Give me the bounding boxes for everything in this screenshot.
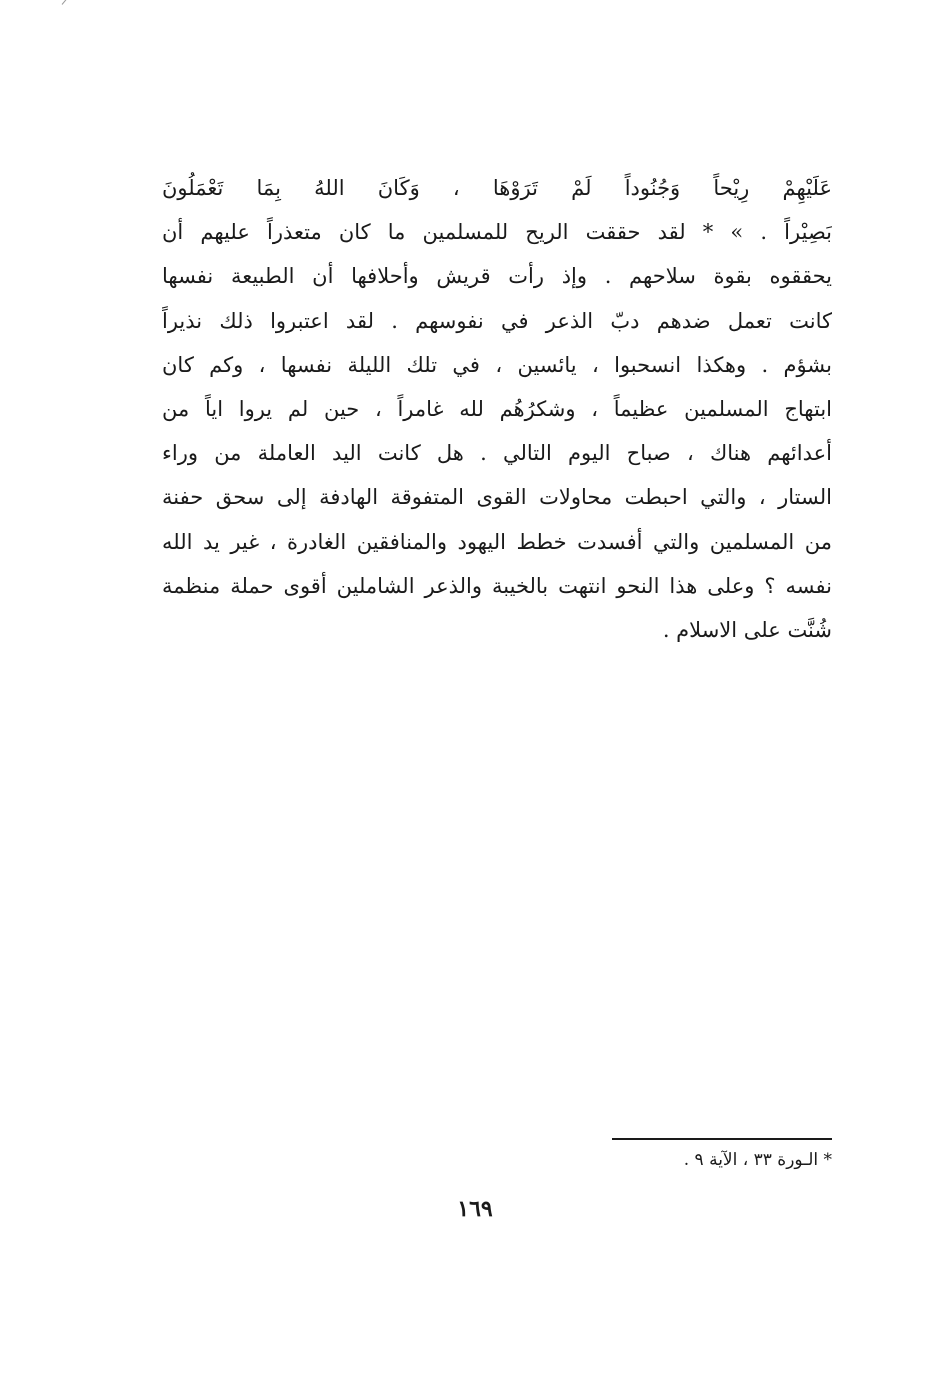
text-line-6: ابتهاج المسلمين عظيماً ، وشكرُهُم لله غامراً ، حين لم يروا اياً من (162, 396, 832, 421)
text-line-5: بشؤم . وهكذا انسحبوا ، يائسين ، في تلك الليلة نفسها ، وكم كان (162, 352, 832, 377)
text-line-8: الستار ، والتي احبطت محاولات القوى المتفوقة الهادفة إلى سحق حفنة (162, 485, 832, 510)
footnote: * الـورة ٣٣ ، الآية ٩ . (683, 1150, 832, 1170)
text-line-7: أعدائهم هناك ، صباح اليوم التالي . هل كانت اليد العاملة من وراء (162, 441, 832, 466)
footnote-divider (612, 1138, 832, 1140)
text-line-10: نفسه ؟ وعلى هذا النحو انتهت بالخيبة والذعر الشاملين أقوى حملة منظمة (162, 573, 832, 598)
text-line-9: من المسلمين والتي أفسدت خطط اليهود والمنافقين الغادرة ، غير يد الله (162, 529, 832, 554)
body-paragraph (162, 166, 832, 652)
scan-mark (62, 0, 72, 5)
text-line-4: كانت تعمل ضدهم دبّ الذعر في نفوسهم . لقد اعتبروا ذلك نذيراً (162, 308, 832, 333)
text-line-3: يحققوه بقوة سلاحهم . وإذ رأت قريش وأحلافها أن الطبيعة نفسها (162, 264, 832, 289)
text-line-1: عَلَيْهِمْ رِيْحاً وَجُنُوداً لَمْ تَرَوْهَا ، وَكَانَ اللهُ بِمَا تَعْمَلُونَ (162, 176, 832, 200)
page-number: ١٦٩ (457, 1196, 493, 1222)
text-line-2: بَصِيْراً . » * لقد حققت الريح للمسلمين ما كان متعذراً عليهم أن (162, 220, 832, 245)
text-line-11: شُنَّت على الاسلام . (662, 617, 832, 642)
